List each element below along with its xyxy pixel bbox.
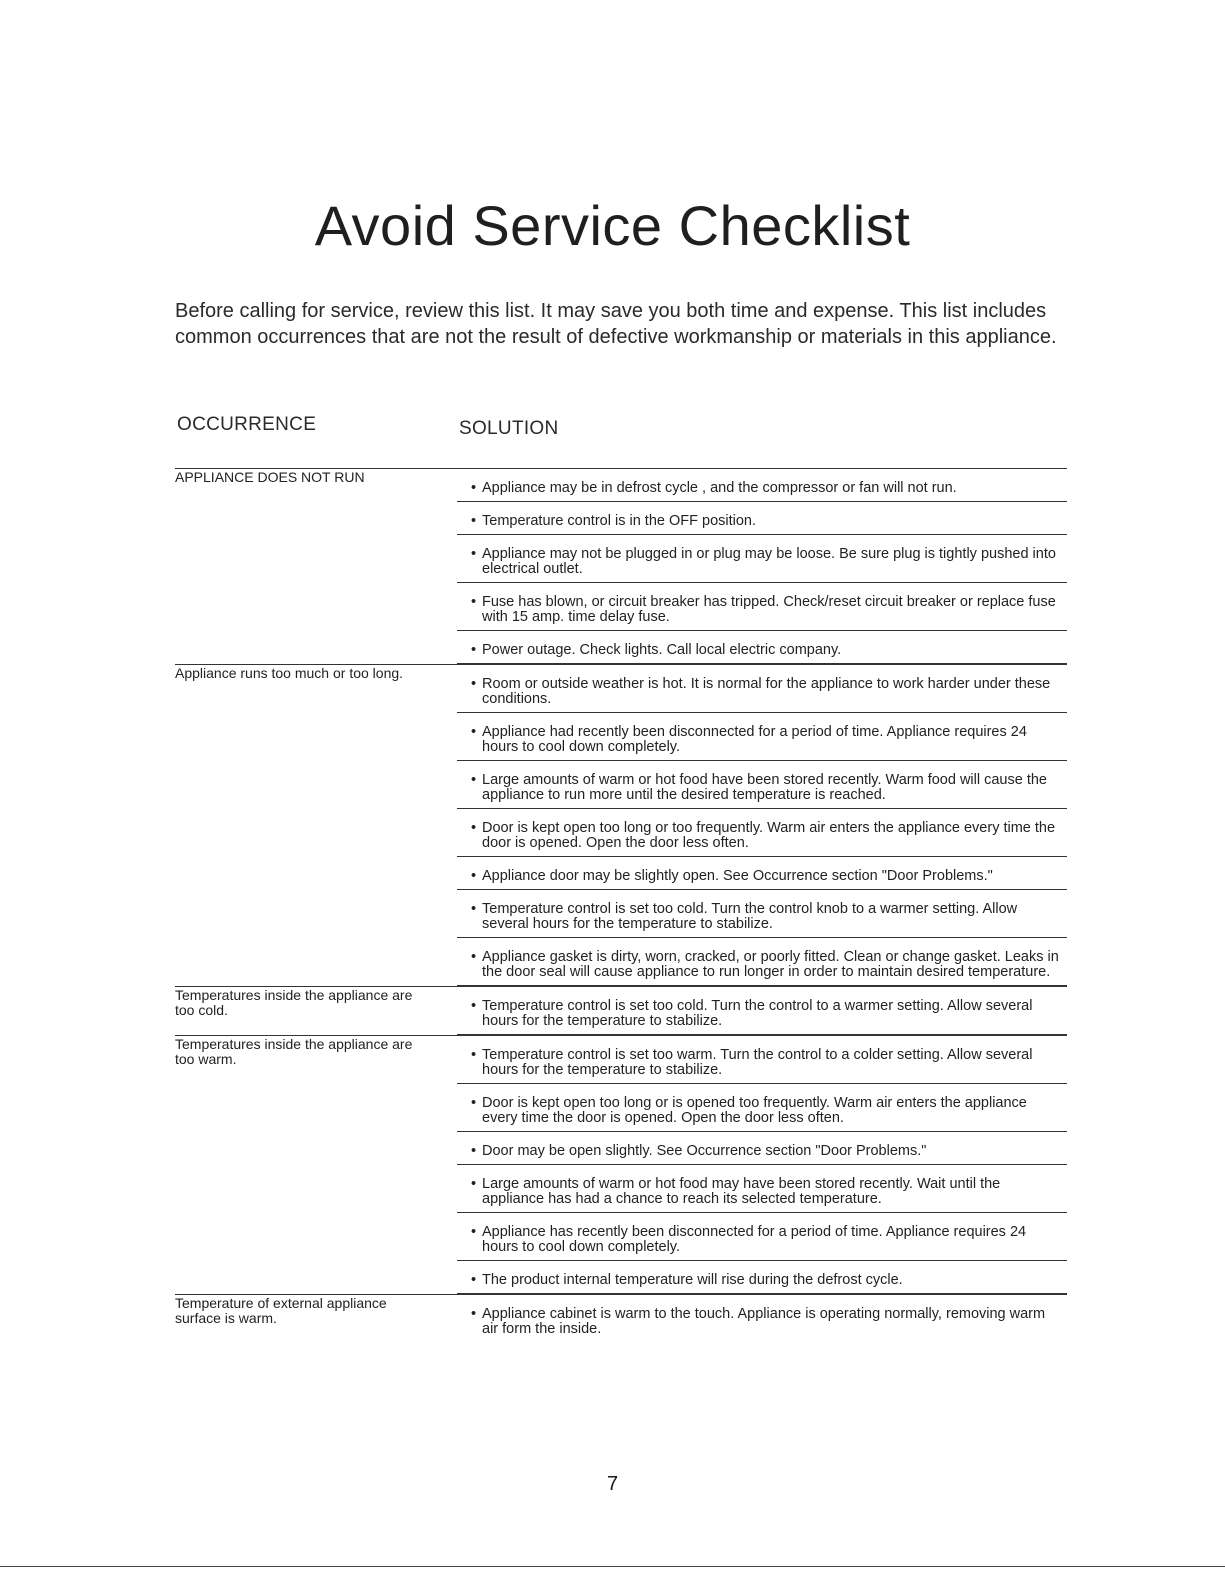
solution-text: Large amounts of warm or hot food have been stored recently. Warm food will cause the appliance to run more until the desired temperature is reached. [482, 772, 1047, 803]
page-title: Avoid Service Checklist [314, 194, 911, 257]
intro-paragraph: Before calling for service, review this list. It may save you both time and expense. This list includes common occurrences that are not the result of defective workmanship or materials in this appliance. [175, 300, 1057, 348]
solution-item [457, 890, 1067, 938]
bullet-icon: • [471, 1306, 477, 1322]
solution-text-block [457, 821, 1067, 851]
bullet-icon: • [471, 676, 477, 692]
bullet-icon: • [471, 998, 477, 1014]
bullet-icon: • [471, 868, 477, 884]
solution-text: Door may be open slightly. See Occurrence section "Door Problems." [482, 1143, 927, 1159]
solution-text: Appliance had recently been disconnected for a period of time. Appliance requires 24 hours to cool down completely. [482, 724, 1027, 755]
bullet-icon: • [471, 1047, 477, 1063]
solution-item [457, 761, 1067, 809]
solution-text-block [457, 869, 1067, 884]
solution-text: Room or outside weather is hot. It is normal for the appliance to work harder under these conditions. [482, 676, 1051, 707]
checklist-table [175, 468, 1067, 1342]
bullet-icon: • [471, 480, 477, 496]
occurrence-column-header: OCCURRENCE [177, 414, 317, 435]
bullet-icon: • [471, 901, 477, 917]
solution-text: Appliance door may be slightly open. See Occurrence section "Door Problems." [482, 868, 993, 884]
solution-item [457, 583, 1067, 631]
solution-text-block [457, 481, 1067, 496]
occurrence-label: Appliance runs too much or too long. [175, 665, 404, 681]
solution-text: Temperature control is set too cold. Turn the control to a warmer setting. Allow several hours for the temperature to stabilize. [482, 998, 1033, 1029]
bullet-icon: • [471, 594, 477, 610]
solution-text: The product internal temperature will rise during the defrost cycle. [482, 1272, 903, 1288]
solution-item [457, 1036, 1067, 1084]
solution-text: Door is kept open too long or too frequently. Warm air enters the appliance every time the door is opened. Open the door less often. [482, 820, 1056, 851]
solution-text: Temperature control is set too warm. Turn the control to a colder setting. Allow several hours for the temperature to stabilize. [482, 1047, 1033, 1078]
solution-text: Appliance gasket is dirty, worn, cracked, or poorly fitted. Clean or change gasket. Leaks in the door seal will cause appliance to run longer in order to maintain desired temperature. [482, 949, 1059, 980]
solution-text-block [457, 643, 1067, 658]
solution-text: Appliance may be in defrost cycle , and the compressor or fan will not run. [482, 480, 957, 496]
solution-item [457, 665, 1067, 713]
bullet-icon: • [471, 949, 477, 965]
solution-text: Appliance cabinet is warm to the touch. Appliance is operating normally, removing warm air form the inside. [482, 1306, 1046, 1337]
solution-column-header: SOLUTION [459, 418, 559, 439]
occurrence-group [175, 468, 1067, 664]
solution-text: Appliance may not be plugged in or plug may be loose. Be sure plug is tightly pushed into electrical outlet. [482, 546, 1056, 577]
solution-list [457, 665, 1067, 986]
solution-item [457, 857, 1067, 890]
solution-item [457, 938, 1067, 986]
bullet-icon: • [471, 772, 477, 788]
solution-list [457, 987, 1067, 1035]
solution-text-block [457, 902, 1067, 932]
solution-text-block [457, 547, 1067, 577]
bullet-icon: • [471, 1176, 477, 1192]
solution-text-block [457, 514, 1067, 529]
solution-item [457, 1132, 1067, 1165]
solution-text: Appliance has recently been disconnected for a period of time. Appliance requires 24 hours to cool down completely. [482, 1224, 1027, 1255]
solution-text-block [457, 999, 1067, 1029]
occurrence-label: Temperature of external appliance surface is warm. [175, 1295, 387, 1326]
solution-text: Temperature control is in the OFF position. [482, 513, 757, 529]
solution-text-block [457, 595, 1067, 625]
solution-list [457, 1295, 1067, 1342]
solution-text-block [457, 950, 1067, 980]
bullet-icon: • [471, 642, 477, 658]
solution-item [457, 713, 1067, 761]
bullet-icon: • [471, 1143, 477, 1159]
solution-item [457, 1295, 1067, 1342]
solution-item [457, 1165, 1067, 1213]
solution-text-block [457, 1273, 1067, 1288]
bullet-icon: • [471, 1224, 477, 1240]
page-number: 7 [606, 1473, 619, 1495]
solution-item [457, 469, 1067, 502]
solution-text-block [457, 725, 1067, 755]
solution-text: Temperature control is set too cold. Turn the control knob to a warmer setting. Allow several hours for the temperature to stabilize. [482, 901, 1018, 932]
solution-list [457, 1036, 1067, 1294]
solution-item [457, 1084, 1067, 1132]
solution-text: Large amounts of warm or hot food may have been stored recently. Wait until the appliance has had a chance to reach its selected temperature. [482, 1176, 1001, 1207]
occurrence-group [175, 664, 1067, 986]
occurrence-label: Temperatures inside the appliance are too warm. [175, 1036, 413, 1067]
solution-text: Fuse has blown, or circuit breaker has tripped. Check/reset circuit breaker or replace fuse with 15 amp. time delay fuse. [482, 594, 1056, 625]
solution-item [457, 631, 1067, 664]
solution-item [457, 502, 1067, 535]
bullet-icon: • [471, 1272, 477, 1288]
solution-text: Door is kept open too long or is opened too frequently. Warm air enters the appliance every time the door is opened. Open the door less often. [482, 1095, 1027, 1126]
bottom-rule [0, 1566, 1225, 1567]
solution-text-block [457, 677, 1067, 707]
occurrence-label: Temperatures inside the appliance are too cold. [175, 987, 413, 1018]
solution-text-block [457, 1048, 1067, 1078]
solution-item [457, 987, 1067, 1035]
bullet-icon: • [471, 1095, 477, 1111]
bullet-icon: • [471, 820, 477, 836]
occurrence-group [175, 1035, 1067, 1294]
solution-text-block [457, 1225, 1067, 1255]
solution-item [457, 535, 1067, 583]
solution-text-block [457, 1096, 1067, 1126]
bullet-icon: • [471, 513, 477, 529]
solution-text-block [457, 1307, 1067, 1337]
solution-item [457, 809, 1067, 857]
occurrence-group [175, 986, 1067, 1035]
occurrence-group [175, 1294, 1067, 1342]
occurrence-label: APPLIANCE DOES NOT RUN [175, 469, 365, 485]
solution-list [457, 469, 1067, 664]
solution-item [457, 1213, 1067, 1261]
bullet-icon: • [471, 724, 477, 740]
bullet-icon: • [471, 546, 477, 562]
solution-text-block [457, 773, 1067, 803]
solution-text-block [457, 1177, 1067, 1207]
solution-text: Power outage. Check lights. Call local electric company. [482, 642, 842, 658]
solution-text-block [457, 1144, 1067, 1159]
solution-item [457, 1261, 1067, 1294]
